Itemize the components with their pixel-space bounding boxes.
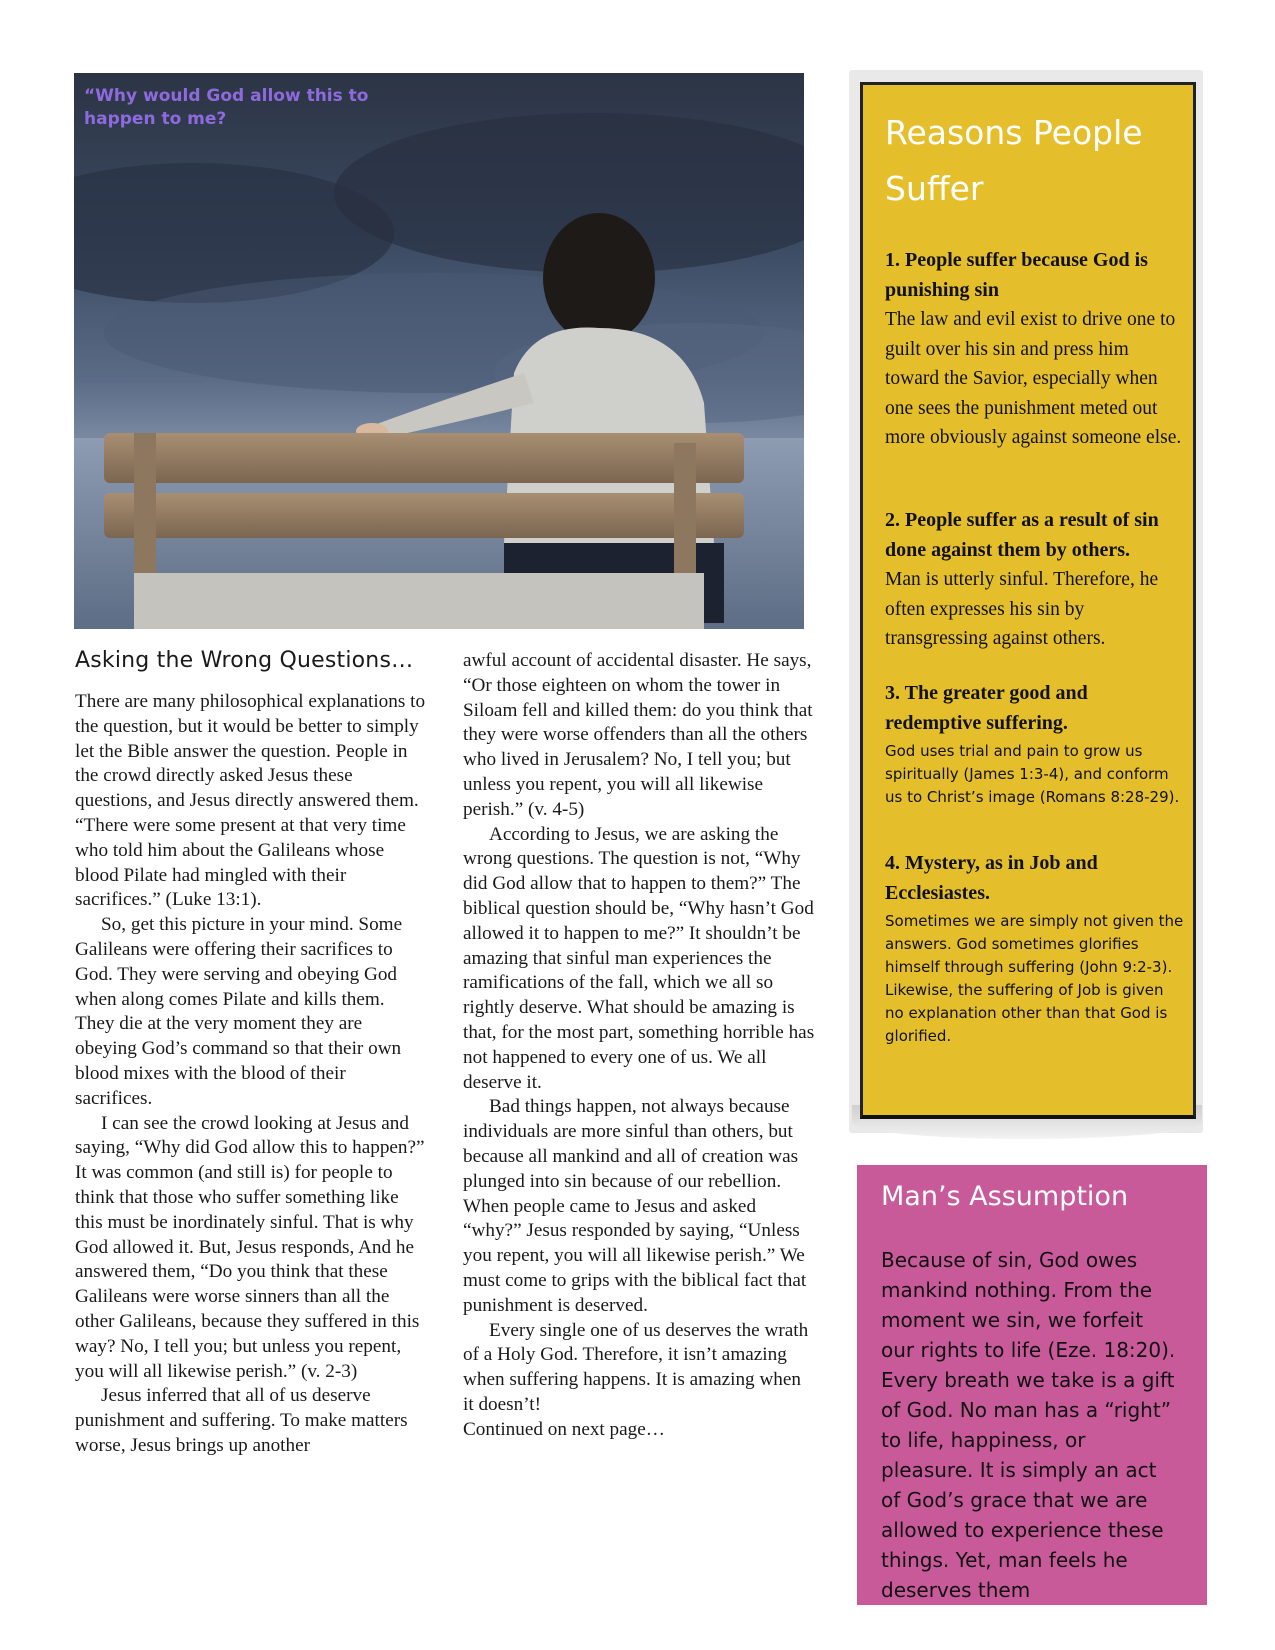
reason-item <box>885 848 1185 1048</box>
article-paragraph: Jesus inferred that all of us deserve punishment and suffering. To make matters worse, Jesus brings up another <box>75 1385 408 1456</box>
article-paragraph: There are many philosophical explanations to the question, but it would be better to simply let the Bible answer the question. People in the crowd directly asked Jesus these questions, and Jesus directly answered them. “There were some present at that very time who told him about the Galileans whose blood Pilate had mingled with their sacrifices.” (Luke 13:1). <box>75 691 426 911</box>
reason-item <box>885 678 1185 809</box>
hero-photo <box>74 73 804 629</box>
article-paragraph: I can see the crowd looking at Jesus and saying, “Why did God allow this to happen?” It was common (and still is) for people to think that those who suffer something like this must be inordinately sinful. That is why God allowed it. But, Jesus responds, And he answered them, “Do you think that these Galileans were worse sinners than all the other Galileans, because they suffered in this way? No, I tell you; but unless you repent, you will all likewise perish.” (v. 2-3) <box>75 1112 425 1382</box>
article-paragraph: So, get this picture in your mind. Some Galileans were offering their sacrifices to God. They were serving and obeying God when along comes Pilate and kills them. They die at the very moment they are obeying God’s command so that their own blood mixes with the blood of their sacrifices. <box>75 914 403 1109</box>
reason-body: Sometimes we are simply not given the answers. God sometimes glorifies himself through suffering (John 9:2-3). Likewise, the suffering of Job is given no explanation other than that God is glorified. <box>885 912 1184 1045</box>
assumption-box <box>857 1165 1207 1605</box>
article-paragraph: Every single one of us deserves the wrath of a Holy God. Therefore, it isn’t amazing when suffering happens. It is amazing when it doesn’t! <box>463 1319 809 1415</box>
reason-item <box>885 245 1185 453</box>
article-column-left <box>75 690 427 1459</box>
reason-item <box>885 505 1185 654</box>
photo-caption: “Why would God allow this to happen to me? <box>84 86 369 129</box>
article-heading: Asking the Wrong Questions… <box>75 648 414 673</box>
continued-note: Continued on next page… <box>463 1418 665 1440</box>
assumption-title: Man’s Assumption <box>881 1181 1129 1212</box>
article-paragraph: Bad things happen, not always because individuals are more sinful than others, but because all mankind and all of creation was plunged into sin because of our rebellion. When people came to Jesus and asked “why?” Jesus responded by saying, “Unless you repent, you will all likewise perish.” We must come to grips with the biblical fact that punishment is deserved. <box>463 1096 807 1316</box>
article-column-right <box>463 649 815 1443</box>
reason-heading: 1. People suffer because God is punishing sin <box>885 249 1148 301</box>
reason-heading: 4. Mystery, as in Job and Ecclesiastes. <box>885 852 1098 904</box>
reason-body: The law and evil exist to drive one to guilt over his sin and press him toward the Savior, especially when one sees the punishment meted out more obviously against someone else. <box>885 309 1182 448</box>
article-paragraph: awful account of accidental disaster. He says, “Or those eighteen on whom the tower in Siloam fell and killed them: do you think that they were worse offenders than all the others who lived in Jerusalem? No, I tell you; but unless you repent, you will all likewise perish.” (v. 4-5) <box>463 650 813 820</box>
reasons-sidebar <box>860 82 1196 1119</box>
article-paragraph: According to Jesus, we are asking the wrong questions. The question is not, “Why did God allow that to happen to them?” The biblical question should be, “Why hasn’t God allowed it to happen to me?” It shouldn’t be amazing that sinful man experiences the ramifications of the fall, which we all so rightly deserve. What should be amazing is that, for the most part, something horrible has not happened to every one of us. We all deserve it. <box>463 823 815 1093</box>
reason-body: Man is utterly sinful. Therefore, he often expresses his sin by transgressing against others. <box>885 569 1159 649</box>
bench-scene-image <box>74 73 804 629</box>
reason-heading: 2. People suffer as a result of sin done against them by others. <box>885 509 1159 561</box>
assumption-body: Because of sin, God owes mankind nothing. From the moment we sin, we forfeit our rights to life (Eze. 18:20). Every breath we take is a gift of God. No man has a “right” to life, happiness, or pleasure. It is simply an act of God’s grace that we are allowed to experience these things. Yet, man feels he deserves them <box>881 1248 1176 1602</box>
reason-body: God uses trial and pain to grow us spiritually (James 1:3-4), and conform us to Christ’s image (Romans 8:28-29). <box>885 742 1180 806</box>
sidebar-title: Reasons People Suffer <box>885 113 1143 208</box>
reason-heading: 3. The greater good and redemptive suffering. <box>885 682 1088 734</box>
